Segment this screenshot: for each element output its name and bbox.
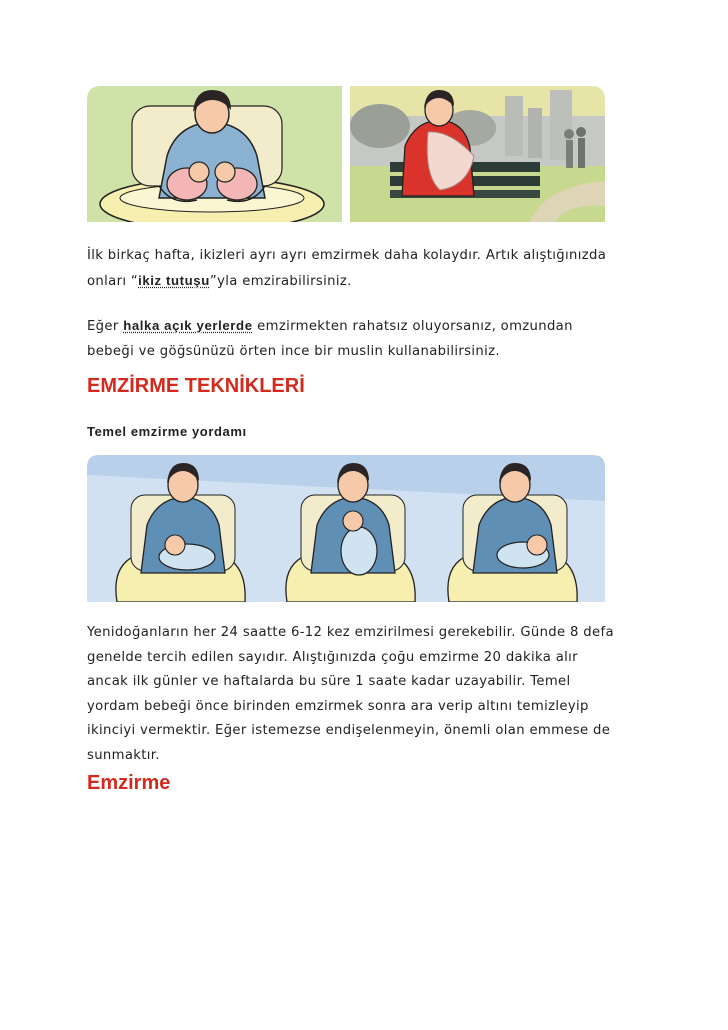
routine-line: genelde tercih edilen sayıdır. Alıştığınızda çoğu emzirme 20 dakika alır (87, 649, 578, 665)
routine-line: yordam bebeği önce birinden emzirmek sonra ara verip altını temizleyip (87, 698, 589, 714)
twins-paragraph (87, 244, 647, 294)
techniques-heading: EMZİRME TEKNİKLERİ (87, 375, 305, 397)
twin-nursing-illustration (87, 86, 342, 222)
routine-line: ikinciyi vermektir. Eğer istemezse endişelenmeyin, önemli olan emmese de (87, 723, 611, 738)
routine-line: ancak ilk günler ve haftalarda bu süre 1 saate kadar uzayabilir. Temel (87, 674, 571, 689)
public-line-2: bebeği ve göğsünüzü örten ince bir muslin kullanabilirsiniz. (87, 343, 500, 359)
twin-hold-link[interactable]: ikiz tutuşu (138, 272, 210, 288)
routine-line: Yenidoğanların her 24 saatte 6-12 kez emzirilmesi gerekebilir. Günde 8 defa (87, 625, 614, 640)
public-line-1-end: emzirmekten rahatsız oluyorsanız, omzundan (252, 319, 573, 334)
park-bench-nursing-illustration (350, 86, 605, 222)
three-nursing-positions-illustration (87, 455, 605, 602)
public-line-1-start: Eğer (87, 319, 124, 334)
twins-line-1: İlk birkaç hafta, ikizleri ayrı ayrı emzirmek daha kolaydır. Artık alıştığınızda (87, 248, 607, 263)
twins-line-2-start: onları “ (87, 273, 139, 289)
twins-line-2-end: ”yla emzirabilirsiniz. (209, 273, 352, 289)
routine-paragraph (87, 621, 657, 768)
routine-line: sunmaktır. (87, 747, 160, 763)
nursing-heading: Emzirme (87, 772, 171, 794)
public-places-link[interactable]: halka açık yerlerde (123, 318, 253, 333)
public-places-paragraph (87, 314, 647, 364)
basic-routine-subheading: Temel emzirme yordamı (87, 424, 247, 439)
